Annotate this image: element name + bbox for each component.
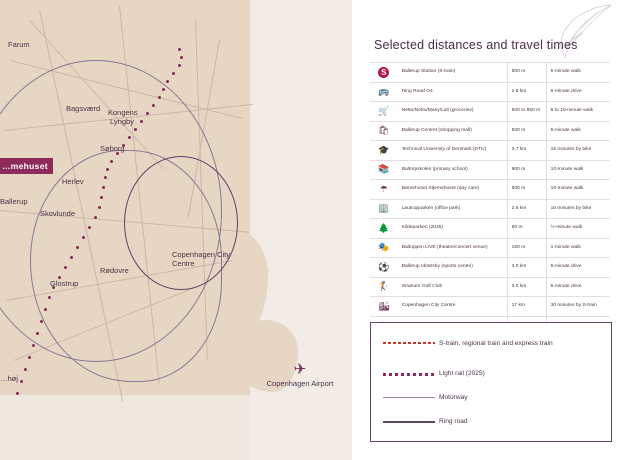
map-lightrail-dot <box>70 256 73 259</box>
destination-distance: 500 m <box>507 180 546 200</box>
destination-time: 6-minute drive <box>546 82 610 102</box>
destination-distance: 3.0 km <box>507 277 546 297</box>
site-marker-badge[interactable]: …mehuset <box>0 158 53 174</box>
destination-name: Baltorpskolen (primary school) <box>398 160 507 180</box>
destination-distance: 50 m <box>507 219 546 239</box>
map-lightrail-dot <box>40 320 43 323</box>
table-row <box>370 102 610 122</box>
destination-time: 5-minute walk <box>546 63 610 83</box>
airplane-icon: ✈ <box>293 361 307 378</box>
map-water-south <box>0 395 250 460</box>
map-airport-block <box>262 362 338 388</box>
distances-table <box>370 62 610 336</box>
map-city-centre-label: Copenhagen City Centre <box>172 250 230 269</box>
legend-item-motorway <box>381 393 601 403</box>
map-place-label: Søborg <box>100 144 125 153</box>
table-row <box>370 297 610 317</box>
table-row <box>370 238 610 258</box>
map-place-label: …høj <box>0 374 18 383</box>
destination-distance: 2.6 km <box>507 199 546 219</box>
map-lightrail-dot <box>152 104 155 107</box>
map-place-label: Lyngby <box>110 117 134 126</box>
ringroad-line-sample-icon <box>381 417 439 427</box>
table-row <box>370 180 610 200</box>
map-legend <box>370 322 612 442</box>
map-lightrail-dot <box>44 308 47 311</box>
destination-name: Børnehuset Stjernehuset (day care) <box>398 180 507 200</box>
map-lightrail-dot <box>36 332 39 335</box>
map-lightrail-dot <box>20 380 23 383</box>
map-lightrail-dot <box>162 88 165 91</box>
legend-label: Ring road <box>439 417 468 425</box>
map-lightrail-dot <box>104 176 107 179</box>
map-lightrail-dot <box>172 72 175 75</box>
university-icon: 🎓 <box>378 144 390 155</box>
table-row <box>370 82 610 102</box>
destination-name: Ballerup Centret (shopping mall) <box>398 121 507 141</box>
table-row <box>370 219 610 239</box>
map-lightrail-dot <box>102 186 105 189</box>
table-row <box>370 141 610 161</box>
table-row <box>370 63 610 83</box>
map-place-label: Ballerup <box>0 197 28 206</box>
map-place-label: Rødovre <box>100 266 129 275</box>
info-panel <box>352 0 625 460</box>
destination-distance: 900 m <box>507 160 546 180</box>
map-lightrail-dot <box>32 344 35 347</box>
train-line-sample-icon <box>381 339 439 349</box>
destination-distance: 3.0 km <box>507 258 546 278</box>
map-lightrail-dot <box>16 392 19 395</box>
map-place-label: Farum <box>8 40 30 49</box>
golf-icon: 🏌 <box>378 281 390 292</box>
legend-item-train <box>381 339 601 349</box>
destination-distance: 17 km <box>507 297 546 317</box>
destination-distance: 2.8 km <box>507 82 546 102</box>
legend-label: S-train, regional train and express train <box>439 339 553 347</box>
map-place-label: Kongens <box>108 108 138 117</box>
map-lightrail-dot <box>82 236 85 239</box>
map-place-label: Glostrup <box>50 279 79 288</box>
destination-name: Ballerup Idrætsby (sports centre) <box>398 258 507 278</box>
table-row <box>370 277 610 297</box>
map-place-label: Skovlunde <box>40 209 76 218</box>
sports-icon: ⚽ <box>378 261 390 272</box>
destination-time: 1-minute walk <box>546 238 610 258</box>
map-lightrail-dot <box>98 206 101 209</box>
map-lightrail-dot <box>28 356 31 359</box>
table-row <box>370 258 610 278</box>
map-lightrail-dot <box>100 196 103 199</box>
map-lightrail-dot <box>76 246 79 249</box>
map-lightrail-dot <box>178 48 181 51</box>
destination-name: Lautrupparken (office park) <box>398 199 507 219</box>
map-ringroad <box>124 156 238 290</box>
map-lightrail-dot <box>48 296 51 299</box>
map-lightrail-dot <box>134 128 137 131</box>
destination-distance: 500 m <box>507 121 546 141</box>
destination-time: 5-minute walk <box>546 121 610 141</box>
destination-time: 30 minutes by S-train <box>546 297 610 317</box>
destination-name: Baltoppen LIVE (theatre/concert venue) <box>398 238 507 258</box>
s-train-icon: S <box>378 67 389 78</box>
map-lightrail-dot <box>64 266 67 269</box>
destination-time: 10-minute walk <box>546 160 610 180</box>
motorway-line-sample-icon <box>381 393 439 403</box>
destination-time: 5 to 10-minute walk <box>546 102 610 122</box>
destination-name: Netto/Nettu/Many/Lidl (groceries) <box>398 102 507 122</box>
park-icon: 🌲 <box>378 222 390 233</box>
legend-item-lightrail <box>381 369 601 379</box>
map-lightrail-dot <box>180 56 183 59</box>
school-icon: 📚 <box>378 164 390 175</box>
map-lightrail-dot <box>146 112 149 115</box>
map-lightrail-dot <box>166 80 169 83</box>
destination-time: 10 minutes by bike <box>546 199 610 219</box>
shopping-bag-icon: 🛍 <box>378 125 390 136</box>
lightrail-line-sample-icon <box>381 369 439 379</box>
destination-name: Smørum Golf Club <box>398 277 507 297</box>
destination-distance: 500 m <box>507 63 546 83</box>
theatre-icon: 🎭 <box>378 242 390 253</box>
map-airport-label: Copenhagen Airport <box>266 379 334 388</box>
map-lightrail-dot <box>178 64 181 67</box>
map-place-label: Bagsværd <box>66 104 101 113</box>
legend-item-ringroad <box>381 417 601 427</box>
legend-label: Motorway <box>439 393 468 401</box>
table-row <box>370 121 610 141</box>
map-lightrail-dot <box>88 226 91 229</box>
map-lightrail-dot <box>24 368 27 371</box>
page-title: Selected distances and travel times <box>374 38 578 52</box>
map-lightrail-dot <box>106 168 109 171</box>
destination-time: 5-minute drive <box>546 258 610 278</box>
city-icon: 🏙 <box>378 300 390 311</box>
office-icon: 🏢 <box>378 203 390 214</box>
destination-name: Copenhagen City Centre <box>398 297 507 317</box>
table-row <box>370 199 610 219</box>
destination-time: ½-minute walk <box>546 219 610 239</box>
map-lightrail-dot <box>110 160 113 163</box>
map-lightrail-dot <box>128 136 131 139</box>
destination-distance: 500 to 950 m <box>507 102 546 122</box>
destination-distance: 150 m <box>507 238 546 258</box>
table-row <box>370 160 610 180</box>
bus-icon: 🚌 <box>378 86 390 97</box>
map-lightrail-dot <box>140 120 143 123</box>
destination-name: Kildeparken (2025) <box>398 219 507 239</box>
grocery-icon: 🛒 <box>378 105 390 116</box>
destination-name: Technical University of Denmark (DTU) <box>398 141 507 161</box>
map-lightrail-dot <box>158 96 161 99</box>
legend-label: Light rail (2025) <box>439 369 485 377</box>
destination-distance: 3.7 km <box>507 141 546 161</box>
map-lightrail-dot <box>94 216 97 219</box>
destination-name: Ballerup Station (S-train) <box>398 63 507 83</box>
map-place-label: Herlev <box>62 177 84 186</box>
destination-name: Ring Road O4 <box>398 82 507 102</box>
destination-time: 10-minute walk <box>546 180 610 200</box>
destination-time: 15 minutes by bike <box>546 141 610 161</box>
destination-time: 5-minute drive <box>546 277 610 297</box>
daycare-icon: ☂ <box>379 183 388 194</box>
